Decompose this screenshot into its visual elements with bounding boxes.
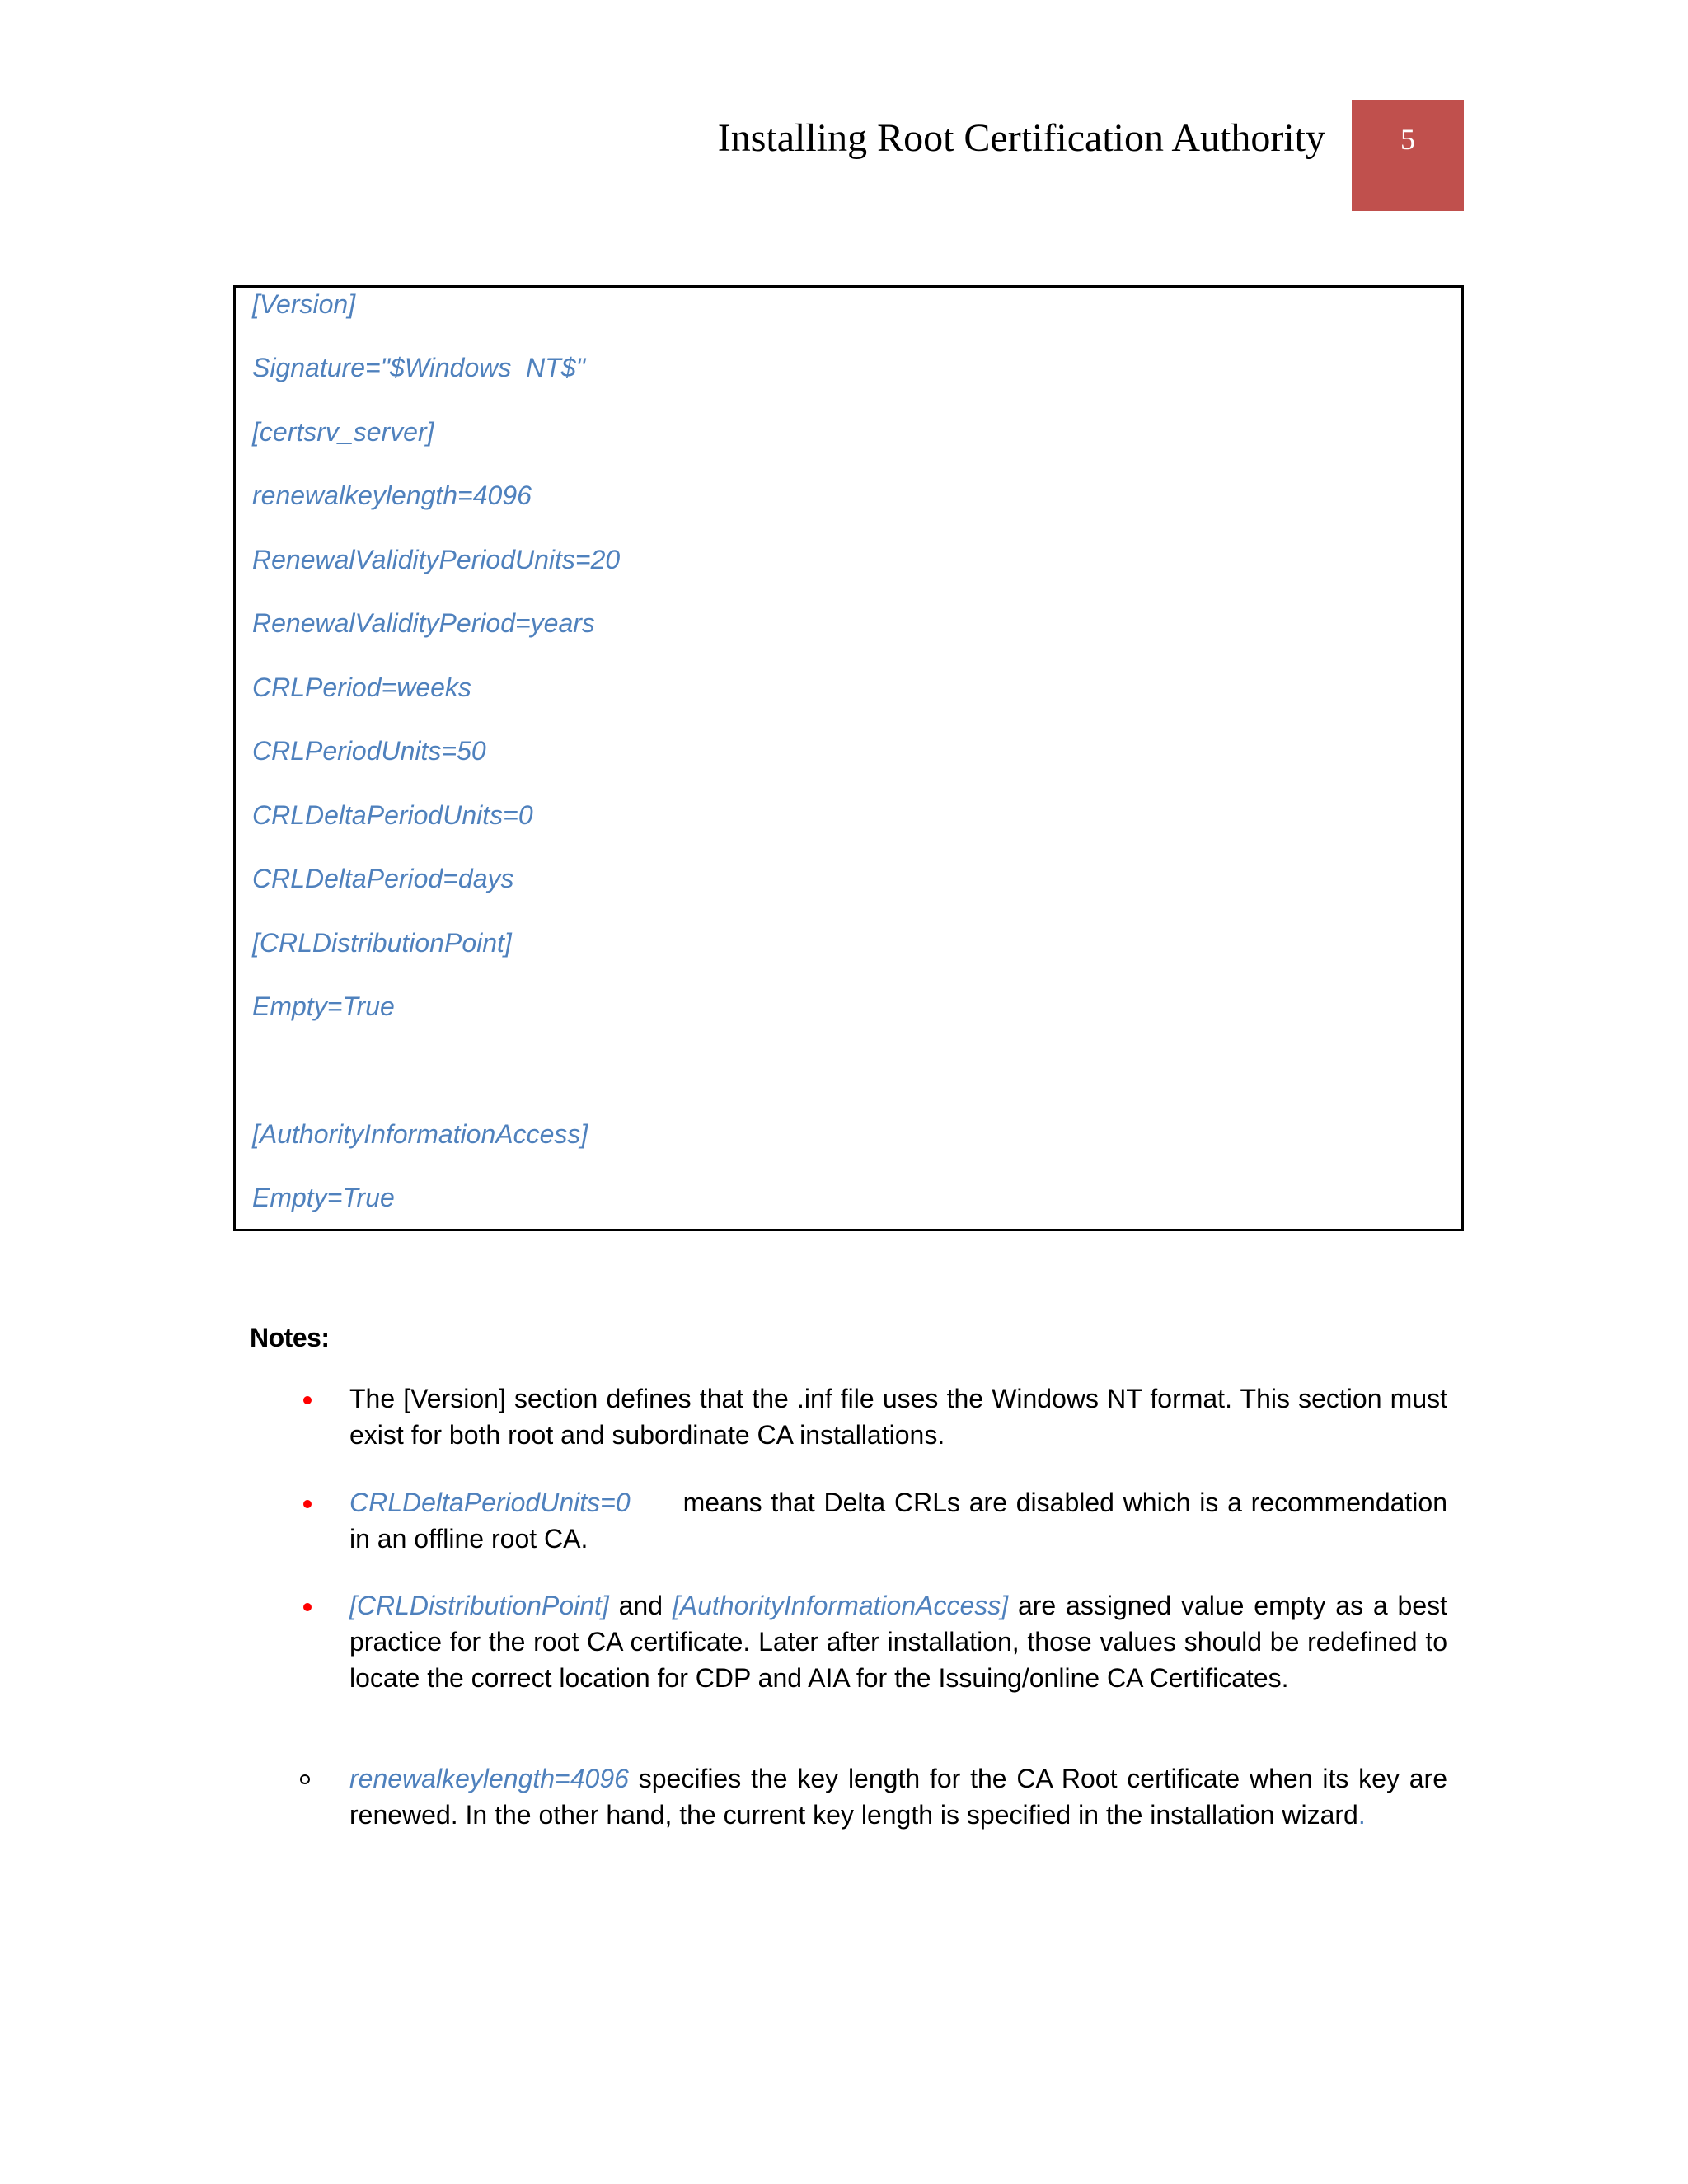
page-header-title: Installing Root Certification Authority [717,116,1325,160]
red-bullet-icon [303,1603,312,1611]
note-text: specifies the key length for the CA Root certificate when its key are renewed. In the other hand, the current key length is specified in the installation wizard [349,1764,1447,1830]
code-line: Empty=True [252,1183,395,1212]
note-code-ref: renewalkeylength=4096 [349,1764,629,1793]
code-line: renewalkeylength=4096 [252,480,532,510]
code-line: [certsrv_server] [252,417,434,447]
note-text: means that Delta CRLs are disabled which is a recommendation in an offline root CA. [349,1488,1447,1554]
code-line: [AuthorityInformationAccess] [252,1119,588,1149]
page-number-badge [1352,100,1464,211]
code-line: CRLDeltaPeriod=days [252,864,514,893]
note-item [349,1380,1447,1453]
note-text: are assigned value empty as a best practice for the root CA certificate. Later after installation, those values should be redefined to locate the correct location for CDP and AIA for the Issuing/online CA Certificates. [349,1591,1448,1693]
inf-code-box [233,285,1464,1231]
code-line: [Version] [252,289,356,319]
hollow-circle-bullet-icon [300,1774,310,1784]
code-line: CRLDeltaPeriodUnits=0 [252,800,533,830]
code-line: RenewalValidityPeriodUnits=20 [252,545,621,574]
page-number: 5 [1400,123,1415,156]
code-line: RenewalValidityPeriod=years [252,608,595,638]
red-bullet-icon [303,1500,312,1508]
code-line: Signature="$Windows NT$" [252,353,585,382]
code-line: CRLPeriod=weeks [252,673,471,702]
code-line: Empty=True [252,991,395,1021]
note-code-ref: [AuthorityInformationAccess] [672,1591,1009,1620]
notes-heading: Notes: [250,1323,330,1352]
note-item [349,1587,1447,1696]
note-code-ref: CRLDeltaPeriodUnits=0 [349,1488,631,1517]
code-line: CRLPeriodUnits=50 [252,736,486,766]
note-item [349,1760,1447,1833]
note-item [349,1484,1447,1557]
note-text: and [608,1591,673,1620]
code-line: [CRLDistributionPoint] [252,928,512,958]
red-bullet-icon [303,1396,312,1404]
note-code-ref: [CRLDistributionPoint] [349,1591,609,1620]
note-text: The [Version] section defines that the .inf file uses the Windows NT format. This section must exist for both root and subordinate CA installations. [349,1384,1447,1450]
note-trailing-period: . [1357,1800,1366,1830]
